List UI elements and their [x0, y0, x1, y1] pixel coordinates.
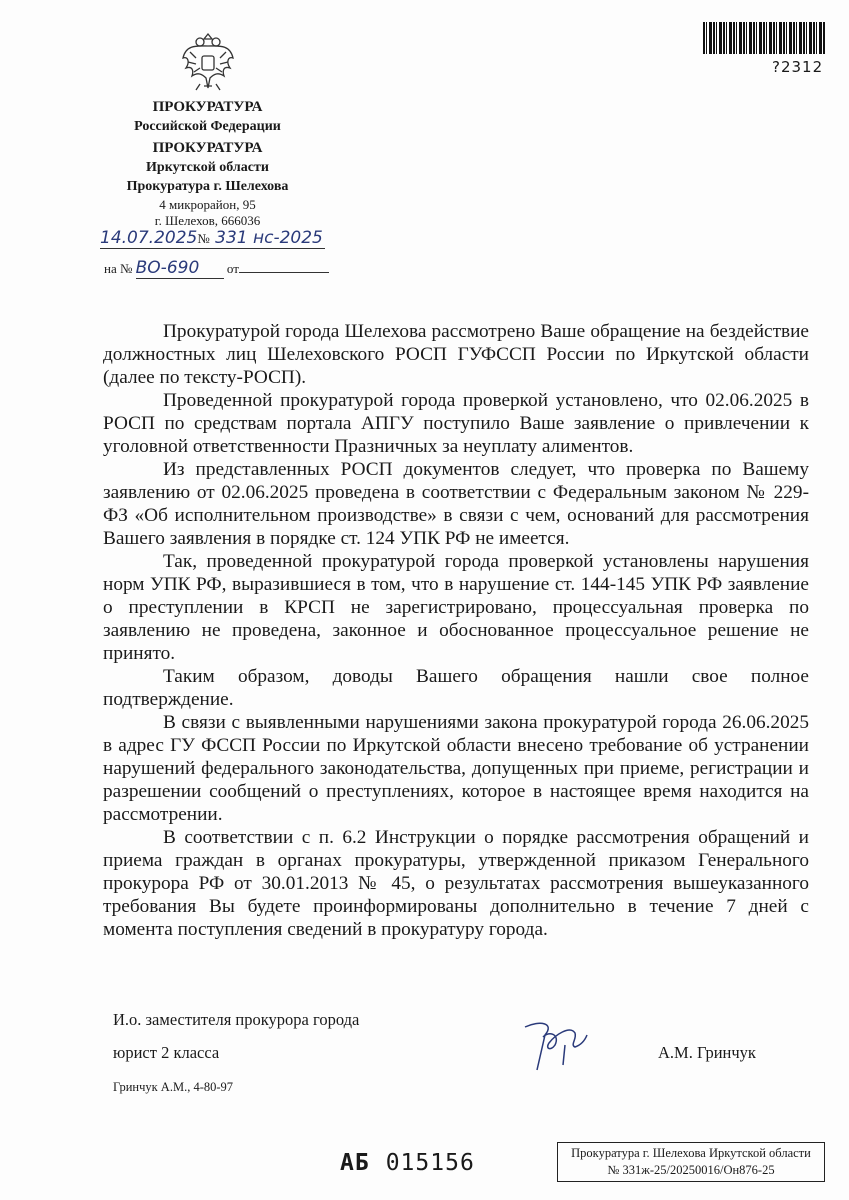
paragraph: В соответствии с п. 6.2 Инструкции о порядке рассмотрения обращений и приема граждан в органах прокуратуры, утвержденной приказом Генерального прокурора РФ от 30.01.2013 № 45, о результатах рассмотрения вышеуказанного требования Вы будете проинформированы дополнительно в течение 7 дней с момента поступления сведений в прокуратуру города.: [103, 827, 809, 940]
paragraph: Так, проведенной прокуратурой города проверкой установлены нарушения норм УПК РФ, выразившиеся в том, что в нарушение ст. 144-145 УПК РФ заявление о преступлении в КРСП не зарегистрировано, процессуальная проверка по заявлению не проведена, законное и обоснованное процессуальное решение не принято.: [103, 551, 809, 664]
date-blank: [239, 272, 329, 273]
address-line: г. Шелехов, 666036: [154, 213, 261, 228]
coat-of-arms-emblem: [180, 28, 236, 94]
stamp-line: Прокуратура г. Шелехова Иркутской области: [571, 1146, 811, 1160]
incoming-label: на №: [104, 261, 133, 276]
outgoing-number: 331 нс-2025: [215, 228, 323, 248]
paragraph: Таким образом, доводы Вашего обращения нашли свое полное подтверждение.: [103, 666, 809, 710]
letterhead-line: Российской Федерации: [134, 119, 281, 134]
incoming-reference: [104, 258, 329, 279]
barcode: [703, 22, 826, 54]
paragraph: Из представленных РОСП документов следует, что проверка по Вашему заявлению от 02.06.2025 проведена в соответствии с Федеральным законом № 229-ФЗ «Об исполнительном производстве» в связи с чем, оснований для рассмотрения Вашего заявления в порядке ст. 124 УПК РФ не имеется.: [103, 459, 809, 549]
serial-number: 015156: [385, 1150, 475, 1176]
letter-body: [103, 320, 809, 941]
from-label: от: [226, 261, 239, 276]
address-line: 4 микрорайон, 95: [159, 197, 256, 212]
registration-stamp: [557, 1142, 825, 1182]
letterhead-line: Прокуратура г. Шелехова: [126, 179, 289, 194]
incoming-number: ВО-690: [136, 258, 224, 279]
letterhead-line: ПРОКУРАТУРА: [152, 99, 263, 115]
number-label: №: [197, 231, 210, 246]
signer-position: И.о. заместителя прокурора города: [113, 1010, 360, 1029]
signer-name: А.М. Гринчук: [658, 1043, 756, 1062]
letterhead-line: Иркутской области: [146, 160, 269, 175]
form-serial-number: [340, 1150, 475, 1176]
paragraph: Прокуратурой города Шелехова рассмотрено Ваше обращение на бездействие должностных лиц Шелеховского РОСП ГУФССП России по Иркутской области (далее по тексту-РОСП).: [103, 321, 809, 388]
signer-rank: юрист 2 класса: [113, 1043, 220, 1062]
barcode-number: ?2312: [772, 58, 824, 76]
letterhead: [100, 98, 315, 196]
serial-series: АБ: [340, 1150, 370, 1176]
paragraph: Проведенной прокуратурой города проверкой установлено, что 02.06.2025 в РОСП по средствам портала АПГУ поступило Ваше заявление о привлечении к уголовной ответственности Празничных за неуплату алиментов.: [103, 390, 809, 457]
outgoing-reference: [100, 228, 325, 249]
address: [100, 197, 315, 229]
contact-info: Гринчук А.М., 4-80-97: [113, 1080, 234, 1094]
stamp-line: № 331ж-25/20250016/Он876-25: [607, 1163, 775, 1177]
outgoing-date: 14.07.2025: [100, 228, 198, 248]
handwritten-signature: [515, 1015, 615, 1075]
letterhead-line: ПРОКУРАТУРА: [152, 140, 263, 156]
paragraph: В связи с выявленными нарушениями закона прокуратурой города 26.06.2025 в адрес ГУ ФССП России по Иркутской области внесено требование об устранении нарушений федерального законодательства, допущенных при приеме, регистрации и разрешении сообщений о преступлениях, которое в настоящее время находится на рассмотрении.: [103, 712, 809, 825]
